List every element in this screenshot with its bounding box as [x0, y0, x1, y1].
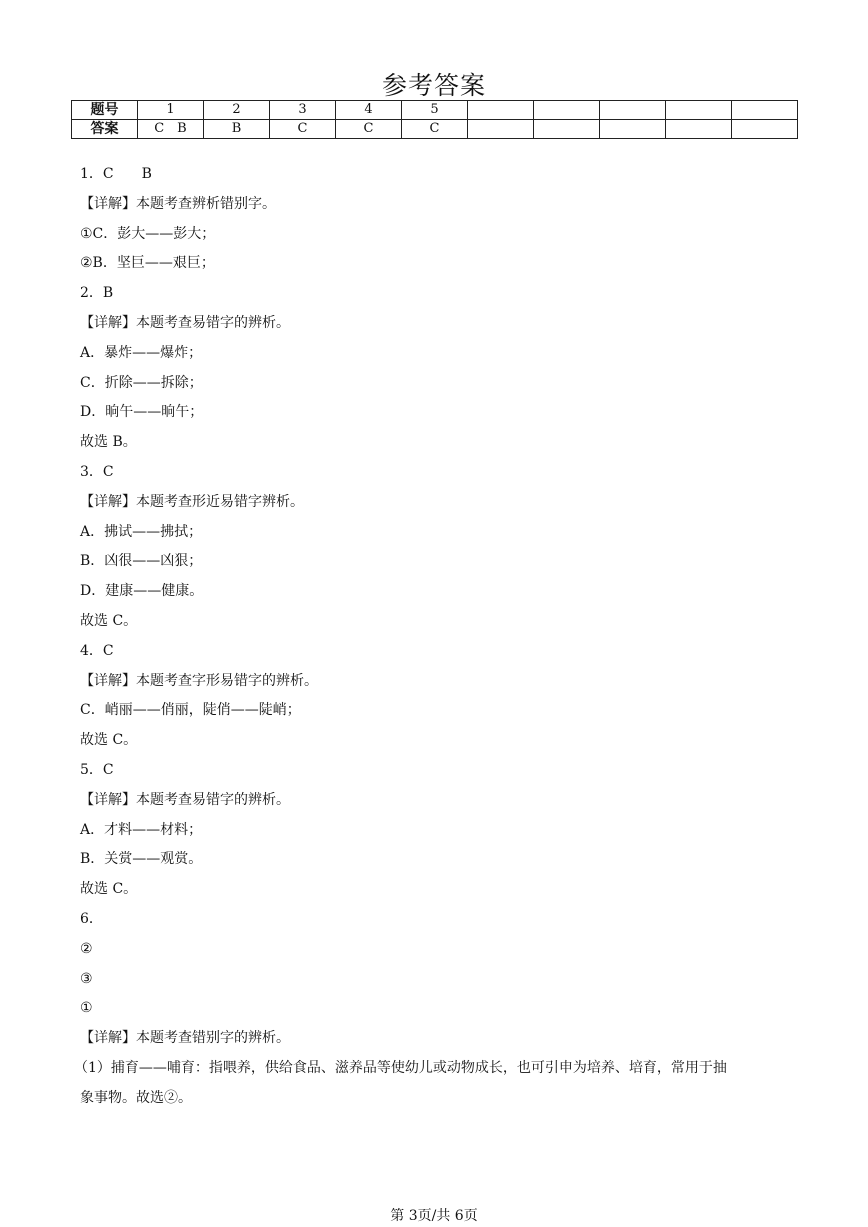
explanation-line: A．暴炸——爆炸； — [80, 344, 203, 361]
explanation-line: 【详解】本题考查字形易错字的辨析。 — [80, 672, 318, 689]
page-title: 参考答案 — [381, 71, 486, 100]
explanation-line: A．才料——材料； — [80, 821, 203, 838]
question-number-cell — [468, 101, 534, 120]
question-number-cell: 5 — [402, 101, 468, 120]
answer-table — [71, 100, 798, 139]
answer-heading-2: 2．B — [80, 285, 114, 302]
explanation-line: C．折除——拆除； — [80, 374, 203, 391]
answer-table-number-row — [72, 101, 798, 120]
answer-cell — [666, 120, 732, 139]
question-number-cell: 2 — [204, 101, 270, 120]
explanation-line: 【详解】本题考查形近易错字辨析。 — [80, 493, 304, 510]
answer-cell: B — [204, 120, 270, 139]
explanation-line: ③ — [80, 970, 93, 987]
question-number-cell — [666, 101, 732, 120]
answer-cell — [534, 120, 600, 139]
question-number-cell: 1 — [138, 101, 204, 120]
explanation-line: 【详解】本题考查易错字的辨析。 — [80, 314, 290, 331]
answer-heading-5: 5．C — [80, 761, 114, 778]
explanation-line: B．凶很——凶狠； — [80, 553, 203, 570]
explanation-line: 故选 B。 — [80, 434, 137, 451]
page-number: 第 3页/共 6页 — [390, 1208, 478, 1224]
answer-heading-4: 4．C — [80, 642, 114, 659]
answer-explanations — [74, 160, 795, 1114]
explanation-line: 【详解】本题考查易错字的辨析。 — [80, 791, 290, 808]
answer-heading-1: 1．C B — [80, 166, 152, 182]
explanation-line: ① — [80, 1000, 93, 1017]
explanation-line: C．峭丽——俏丽，陡俏——陡峭； — [80, 702, 301, 719]
row-label-answer: 答案 — [72, 120, 138, 139]
answer-cell — [600, 120, 666, 139]
explanation-line: D．晌午——晌午； — [80, 404, 204, 421]
question-number-cell — [534, 101, 600, 120]
explanation-line: 【详解】本题考查辨析错别字。 — [80, 195, 276, 212]
question-number-cell: 4 — [336, 101, 402, 120]
row-label-number: 题号 — [72, 101, 138, 120]
explanation-line: D．建康——健康。 — [80, 583, 204, 600]
answer-cell — [732, 120, 798, 139]
explanation-paragraph — [74, 1054, 795, 1114]
explanation-line: 故选 C。 — [80, 881, 138, 898]
answer-cell: C — [270, 120, 336, 139]
explanation-line: B．关赏——观赏。 — [80, 851, 203, 868]
question-number-cell — [732, 101, 798, 120]
paragraph-line-2: 象事物。故选②。 — [80, 1089, 192, 1106]
answer-heading-3: 3．C — [80, 463, 114, 480]
explanation-line: 故选 C。 — [80, 612, 138, 629]
paragraph-line-1: （1）捕育——哺育：指喂养，供给食品、滋养品等使幼儿或动物成长，也可引申为培养、培育，常用于抽 — [74, 1059, 727, 1076]
explanation-line: ①C．彭大——彭大； — [80, 225, 216, 242]
explanation-line: 故选 C。 — [80, 732, 138, 749]
answer-cell: C B — [138, 120, 204, 139]
answer-cell: C — [402, 120, 468, 139]
question-number-cell — [600, 101, 666, 120]
answer-cell — [468, 120, 534, 139]
explanation-line: A．拂试——拂拭； — [80, 523, 203, 540]
answer-cell: C — [336, 120, 402, 139]
explanation-line: ② — [80, 940, 93, 957]
explanation-line: ②B．坚巨——艰巨； — [80, 255, 215, 272]
explanation-line: 【详解】本题考查错别字的辨析。 — [80, 1030, 290, 1047]
answer-table-answer-row — [72, 120, 798, 139]
question-number-cell: 3 — [270, 101, 336, 120]
answer-heading-6: 6． — [80, 910, 103, 927]
